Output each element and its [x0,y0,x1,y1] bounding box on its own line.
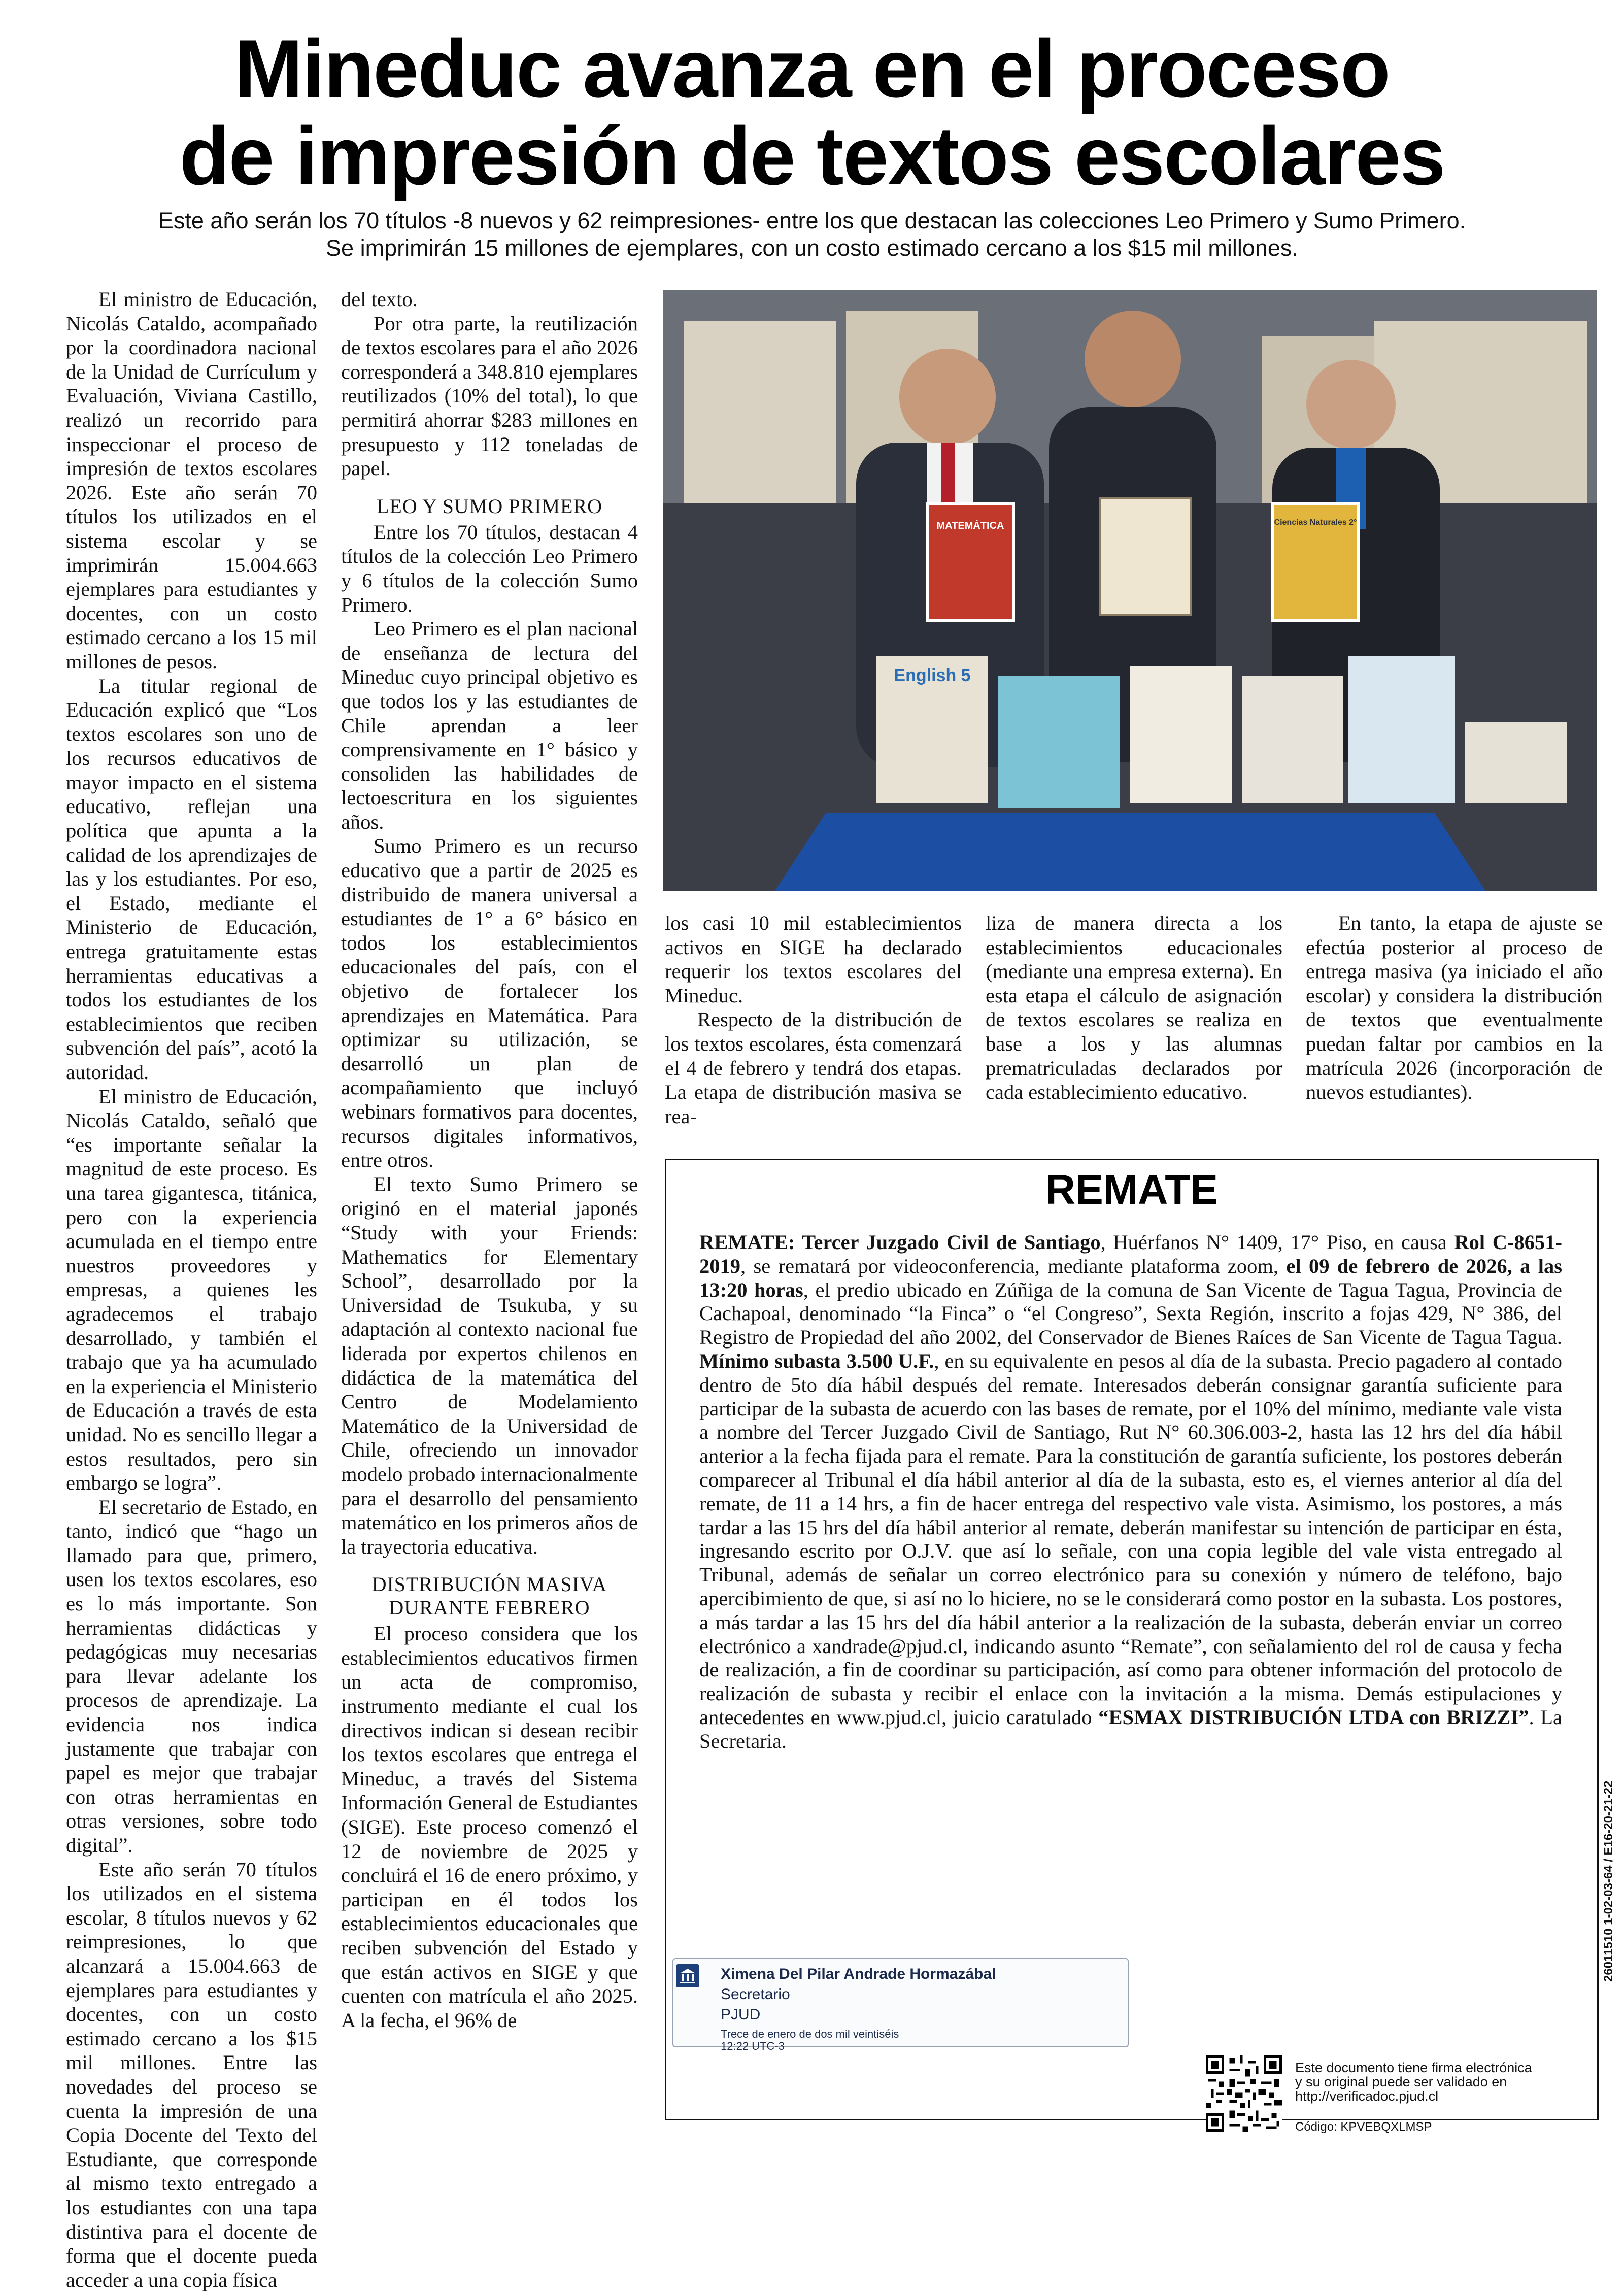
subheadline-line-1: Este año serán los 70 títulos -8 nuevos y 62 reimpresiones- entre los que destacan las colecciones Leo Primero y Sumo Primero. [158,208,1466,233]
book-label-1: MATEMÁTICA [936,520,1004,531]
signature-date-line-2: 12:22 UTC-3 [721,2040,785,2052]
article-column-5 [1306,911,1603,1134]
notice-text: , el predio ubicado en Zúñiga de la comuna de San Vicente de Tagua Tagua, Provincia de Cachapoal, denominado “la Finca” o “el Congreso”, Sexta Región, inscrito a fojas 429, N° 386, del Registro de Propiedad del año 2002, del Conservador de Bienes Raíces de San Vicente de Tagua Tagua. [699,1278,1562,1349]
book-label-2: English 5 [894,666,971,685]
legal-notice-body [699,1231,1562,1860]
notice-text: , en su equivalente en pesos al día de la subasta. Precio pagadero al contado dentro de 5to día hábil después del remate. Interesados deberán consignar garantía suficiente para participar de la subasta de acuerdo con las bases de remate, por el 10% del mínimo, mediante vale vista a nombre del Tercer Juzgado Civil de Santiago, Rut N° 60.306.003-2, hasta las 12 hrs del día hábil anterior a la fecha fijada para el remate. Para la constitución de garantía suficiente, los postores deberán comparecer al Tribunal el día hábil anterior al día de la subasta, esto es, el viernes anterior al día del remate, de 11 a 14 hrs, a fin de hacer entrega del respectivo vale vista. Asimismo, los postores, a más tardar a las 15 hrs del día hábil anterior al remate, deberán manifestar su intención de participar en ésta, ingresando escrito por O.J.V. que así lo señale, con una copia legible del vale vista entregado al Tribunal, además de señalar un correo electrónico para su conexión y número de teléfono, bajo apercibimiento de que, si así no lo hiciere, no se le considerará como postor en la subasta. Los postores, a más tardar a las 15 hrs del día hábil anterior a la realización de la subasta, deberán enviar un correo electrónico a xandrade@pjud.cl, indicando asunto “Remate”, con señalamiento del rol de causa y fecha de realización, a fin de coordinar su participación, así como para obtener información del protocolo de realización de subasta y recibir el enlace con la invitación a la misma. Demás estipulaciones y antecedentes en www.pjud.cl, juicio caratulado [699,1349,1562,1729]
notice-text: , se rematará por videoconferencia, mediante plataforma zoom, [740,1254,1287,1277]
article-photo [663,290,1597,891]
verification-code: Código: KPVEBQXLMSP [1295,2120,1432,2134]
article-column-2 [341,287,638,2145]
notice-text: , Huérfanos N° 1409, 17° Piso, en causa [1100,1231,1454,1254]
notice-caratulado: “ESMAX DISTRIBUCIÓN LTDA con BRIZZI” [1098,1705,1529,1729]
signature-date-line-1: Trece de enero de dos mil veintiséis [721,2028,899,2040]
section-heading-distribucion-2: DURANTE FEBRERO [389,1596,590,1620]
paragraph: Este año serán 70 títulos los utilizados en el sistema escolar, 8 títulos nuevos y 62 reimpresiones, lo que alcanzará a 15.004.663 de ejemplares para estudiantes y docentes, con un costo estimado cercano a los $15 mil millones. Entre las novedades del proceso se cuenta la impresión de una Copia Docente del Texto del Estudiante, que corresponde al mismo texto entregado a los estudiantes con una tapa distintiva para el docente de forma que el docente pueda acceder a una copia física [66,1858,317,2291]
notice-lead: REMATE: Tercer Juzgado Civil de Santiago [699,1231,1101,1254]
book-label-3: Ciencias Naturales 2° [1274,518,1357,527]
paragraph-continued: del texto. [341,288,418,311]
headline-line-2: de impresión de textos escolares [179,110,1445,202]
paragraph: En tanto, la etapa de ajuste se efectúa posterior al proceso de entrega masiva (ya iniciado el año escolar) y considera la distribución de textos que eventualmente puedan faltar por cambios en la matrícula 2026 (incorporación de nuevos estudiantes). [1306,912,1603,1104]
article-column-1 [66,287,317,2291]
paragraph: El secretario de Estado, en tanto, indicó que “hago un llamado para que, primero, usen los textos escolares, eso es lo más importante. Son herramientas didácticas y pedagógicas muy necesarias para llevar adelante los procesos de aprendizaje. La evidencia nos indica justamente que trabajar con papel es mejor que trabajar con otras herramientas en otras versiones, sobre todo digital”. [66,1495,317,1857]
paragraph: Respecto de la distribución de los textos escolares, ésta comenzará el 4 de febrero y tendrá dos etapas. La etapa de distribución masiva se rea- [665,1008,962,1128]
paragraph: El proceso considera que los establecimientos educativos firmen un acta de compromiso, instrumento mediante el cual los directivos indican si desean recibir los textos escolares que entrega el Mineduc, a través del Sistema Información General de Estudiantes (SIGE). Este proceso comenzó el 12 de noviembre de 2025 y concluirá el 16 de enero próximo, y participan en él todos los establecimientos educacionales que reciben subvención del Estado y que están activos en SIGE y que cuenten con matrícula el año 2025. A la fecha, el 96% de [341,1622,638,2032]
paragraph: Entre los 70 títulos, destacan 4 títulos de la colección Leo Primero y 6 títulos de la colección Sumo Primero. [341,520,638,616]
verification-link[interactable]: http://verificadoc.pjud.cl [1295,2088,1439,2104]
verification-line-1: Este documento tiene firma electrónica [1295,2060,1532,2075]
courthouse-icon [676,1964,699,1987]
subheadline [61,207,1563,262]
paragraph-continued: los casi 10 mil establecimientos activos en SIGE ha declarado requerir los textos escolares del Mineduc. [665,912,962,1007]
paragraph: Leo Primero es el plan nacional de enseñanza de lectura del Mineduc cuyo principal objetivo es que todos los y las estudiantes de Chile aprendan a leer comprensivamente en 1° básico y consoliden las habilidades de lectoescritura en los siguientes años. [341,617,638,833]
signer-organization: PJUD [721,2006,761,2023]
verification-line-2: y su original puede ser validado en [1295,2074,1507,2089]
verification-text [1295,2061,1579,2103]
notice-rol: Rol C-8651-2019 [699,1231,1562,1277]
qr-code-icon[interactable] [1206,2055,1282,2132]
notice-minimo: Mínimo subasta 3.500 U.F. [699,1349,934,1372]
paragraph: El ministro de Educación, Nicolás Cataldo, señaló que “es importante señalar la magnitud de este proceso. Es una tarea gigantesca, titánica, pero con la experiencia acumulada en el tiempo entre nuestros proveedores y empresas, a quienes les agradecemos el trabajo desarrollado, y también el trabajo que ya ha acumulado en la experiencia el Ministerio de Educación a través de esta unidad. No es sencillo llegar a estos resultados, pero sin embargo se logra”. [66,1085,317,1495]
section-heading-distribucion-1: DISTRIBUCIÓN MASIVA [371,1573,607,1596]
paragraph: Por otra parte, la reutilización de textos escolares para el año 2026 corresponderá a 348.810 ejemplares reutilizados (10% del total), lo que permitirá ahorrar $283 millones en presupuesto y 112 toneladas de papel. [341,312,638,480]
notice-fecha: el 09 de febrero de 2026, a las 13:20 horas [699,1254,1562,1301]
paragraph: El ministro de Educación, Nicolás Cataldo, acompañado por la coordinadora nacional de la Unidad de Currículum y Evaluación, Viviana Castillo, realizó un recorrido para inspeccionar el proceso de impresión de textos escolares 2026. Este año serán 70 títulos los utilizados en el sistema escolar y se imprimirán 15.004.663 ejemplares para estudiantes y docentes, con un costo estimado cercano a los 15 mil millones de pesos. [66,288,317,673]
signer-role: Secretario [721,1986,790,2003]
photo-illustration [663,290,1597,891]
legal-notice-title: REMATE [1045,1167,1219,1213]
notice-text: . La Secretaria. [699,1705,1562,1752]
paragraph-continued: liza de manera directa a los establecimientos educacionales (mediante una empresa externa). En esta etapa el cálculo de asignación de textos escolares se realiza en base a los y las alumnas prematriculadas declarados por cada establecimiento educativo. [986,912,1282,1104]
section-heading-leo-sumo: LEO Y SUMO PRIMERO [376,494,603,518]
paragraph: La titular regional de Educación explicó que “Los textos escolares son uno de los recursos educativos de mayor impacto en el sistema educativo, reflejan una política que apunta a la calidad de los aprendizajes de las y los estudiantes. Por eso, el Estado, mediante el Ministerio de Educación, entrega gratuitamente estas herramientas educativas a todos los estudiantes de los establecimientos que reciben subvención del país”, acotó la autoridad. [66,674,317,1084]
article-column-4 [986,911,1282,1134]
headline [0,25,1624,200]
subheadline-line-2: Se imprimirán 15 millones de ejemplares, con un costo estimado cercano a los $15 mil millones. [326,235,1298,261]
signature-date [721,2028,1005,2052]
headline-line-1: Mineduc avanza en el proceso [234,23,1390,115]
vertical-edition-code: 26011510 1-02-03-64 / E16-20-21-22 [1602,1780,1615,1982]
signer-name: Ximena Del Pilar Andrade Hormazábal [721,1966,996,1982]
paragraph: Sumo Primero es un recurso educativo que a partir de 2025 es distribuido de manera universal a estudiantes de 1° a 6° básico en todos los establecimientos educacionales del país, con el objetivo de fortalecer los aprendizajes en Matemática. Para optimizar su utilización, se desarrolló un plan de acompañamiento que incluyó webinars formativos para docentes, recursos digitales informativos, entre otros. [341,834,638,1172]
paragraph: El texto Sumo Primero se originó en el material japonés “Study with your Friends: Mathematics for Elementary School”, desarrollado por la Universidad de Tsukuba, y su adaptación al contexto nacional fue liderada por expertos chilenos en didáctica de la matemática del Centro de Modelamiento Matemático de la Universidad de Chile, ofreciendo un innovador modelo probado internacionalmente para el desarrollo del pensamiento matemático en los primeros años de la trayectoria educativa. [341,1172,638,1558]
article-column-3 [665,911,962,1134]
